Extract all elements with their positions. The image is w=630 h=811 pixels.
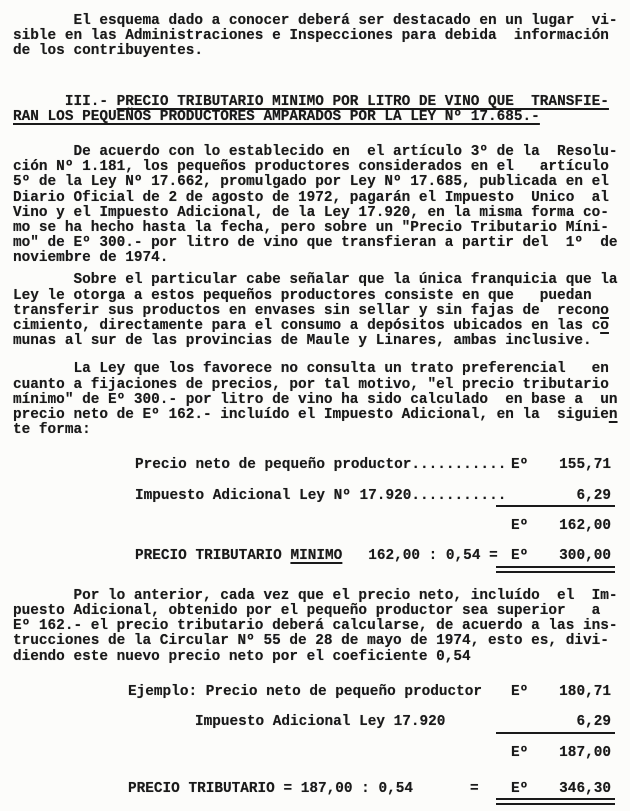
text-line: Ley le otorga a estos pequeños productores consiste en que puedan [13,287,592,304]
amount-value: 187,00 [559,744,611,761]
row-label: PRECIO TRIBUTARIO MINIMO 162,00 : 0,54 = [135,548,498,565]
heading-title-part2: RAN LOS PEQUEÑOS PRODUCTORES AMPARADOS POR LA LEY Nº 17.685.- [13,108,540,125]
text-line: De acuerdo con lo establecido en el artículo 3º de la Resolu- [13,143,618,160]
paragraph-intro [13,14,617,60]
text-line: Eº 162.- el precio tributario deberá calcularse, de acuerdo a las ins- [13,618,618,635]
word-continuation-mark: n [608,406,618,423]
amount-value: 346,30 [559,780,611,797]
amount-value: 6,29 [576,714,611,731]
heading-line [13,110,617,125]
table-row-impuesto-adicional [13,488,617,518]
equals-sign: = [470,780,479,797]
currency-symbol: Eº [511,683,529,700]
text-line: 5º de la Ley Nº 17.662, promulgado por Ley Nº 17.685, publicada en el [13,174,609,191]
text-line: cuanto a fijaciones de precios, por tal motivo, "el precio tributario [13,376,609,393]
amount-value: 6,29 [576,487,611,504]
table-row-precio-neto [13,457,617,487]
text-line: munas al sur de las provincias de Maule y Linares, ambas inclusive. [13,333,592,350]
table-row-ejemplo-subtotal [13,745,617,775]
row-label: PRECIO TRIBUTARIO = 187,00 : 0,54 [128,780,413,797]
table-row-ejemplo-impuesto [13,714,617,744]
currency-symbol: Eº [511,744,529,761]
text-line: puesto Adicional, obtenido por el pequeño productor sea superior a [13,603,601,620]
amount-value: 162,00 [559,518,611,535]
text-line: mínimo" de Eº 300.- por litro de vino ha sido calculado en base a un [13,391,618,408]
text-line: mo se ha hecho hasta la fecha, pero sobre un "Precio Tributario Míni- [13,219,609,236]
text-line: Diario Oficial de 2 de agosto de 1972, pagarán el Impuesto Unico al [13,189,609,206]
amount-value: 180,71 [559,683,611,700]
row-label: Impuesto Adicional Ley 17.920 [195,714,446,731]
calculation-table-ejemplo [13,684,617,811]
total-rule [496,566,615,573]
table-row-ejemplo-precio-neto [13,684,617,714]
text-line: sible en las Administraciones e Inspecciones para debida información [13,28,609,45]
text-line: La Ley que los favorece no consulta un trato preferencial en [13,361,609,378]
text-line: noviembre de 1974. [13,250,169,267]
word-continuation-mark: o [600,302,609,319]
text-line: Vino y el Impuesto Adicional, de la Ley 17.920, en la misma forma co- [13,204,609,221]
sum-rule [496,732,615,734]
heading-title-part1: PRECIO TRIBUTARIO MINIMO POR LITRO DE VINO QUE TRANSFIE- [116,93,609,110]
text-line: trucciones de la Circular Nº 55 de 28 de mayo de 1974, esto es, divi- [13,633,609,650]
table-row-ejemplo-precio-tributario [13,781,617,811]
text-line: te forma: [13,422,91,439]
heading-line [13,95,617,110]
amount-value: 300,00 [559,548,611,565]
table-row-subtotal [13,518,617,548]
sum-rule [496,505,615,507]
paragraph-calculo-base [13,362,617,438]
heading-number: III.- [13,93,117,110]
text-line: transferir sus productos en envases sin sellar y sin fajas de recono [13,302,609,319]
amount-value: 155,71 [559,457,611,474]
currency-symbol: Eº [511,780,529,797]
row-label: Precio neto de pequeño productor........... [135,457,507,474]
text-line: mo" de Eº 300.- por litro de vino que transfieran a partir del 1º de [13,235,618,252]
row-label: Impuesto Adicional Ley Nº 17.920........... [135,487,507,504]
word-continuation-mark: o [600,318,609,334]
currency-symbol: Eº [511,548,529,565]
paragraph-law-reference [13,145,617,267]
text-line: El esquema dado a conocer deberá ser destacado en un lugar vi- [13,13,618,29]
paragraph-franquicia [13,273,617,349]
table-row-precio-tributario-minimo [13,548,617,578]
row-label: Ejemplo: Precio neto de pequeño productor [128,683,483,700]
text-line: diendo este nuevo precio neto por el coeficiente 0,54 [13,648,471,665]
text-line: Por lo anterior, cada vez que el precio neto, incluído el Im- [13,587,618,604]
section-heading [13,95,617,125]
currency-symbol: Eº [511,457,529,474]
currency-symbol: Eº [511,518,529,535]
text-line: precio neto de Eº 162.- incluído el Impuesto Adicional, en la siguien [13,406,618,423]
text-line: cimiento, directamente para el consumo a depósitos ubicados en las co [13,318,609,334]
total-rule [496,798,615,805]
paragraph-instrucciones [13,589,617,665]
text-line: de los contribuyentes. [13,43,203,60]
text-line: ción Nº 1.181, los pequeños productores considerados en el artículo [13,159,609,176]
calculation-table-minimo [13,457,617,579]
text-line: Sobre el particular cabe señalar que la única franquicia que la [13,272,618,289]
